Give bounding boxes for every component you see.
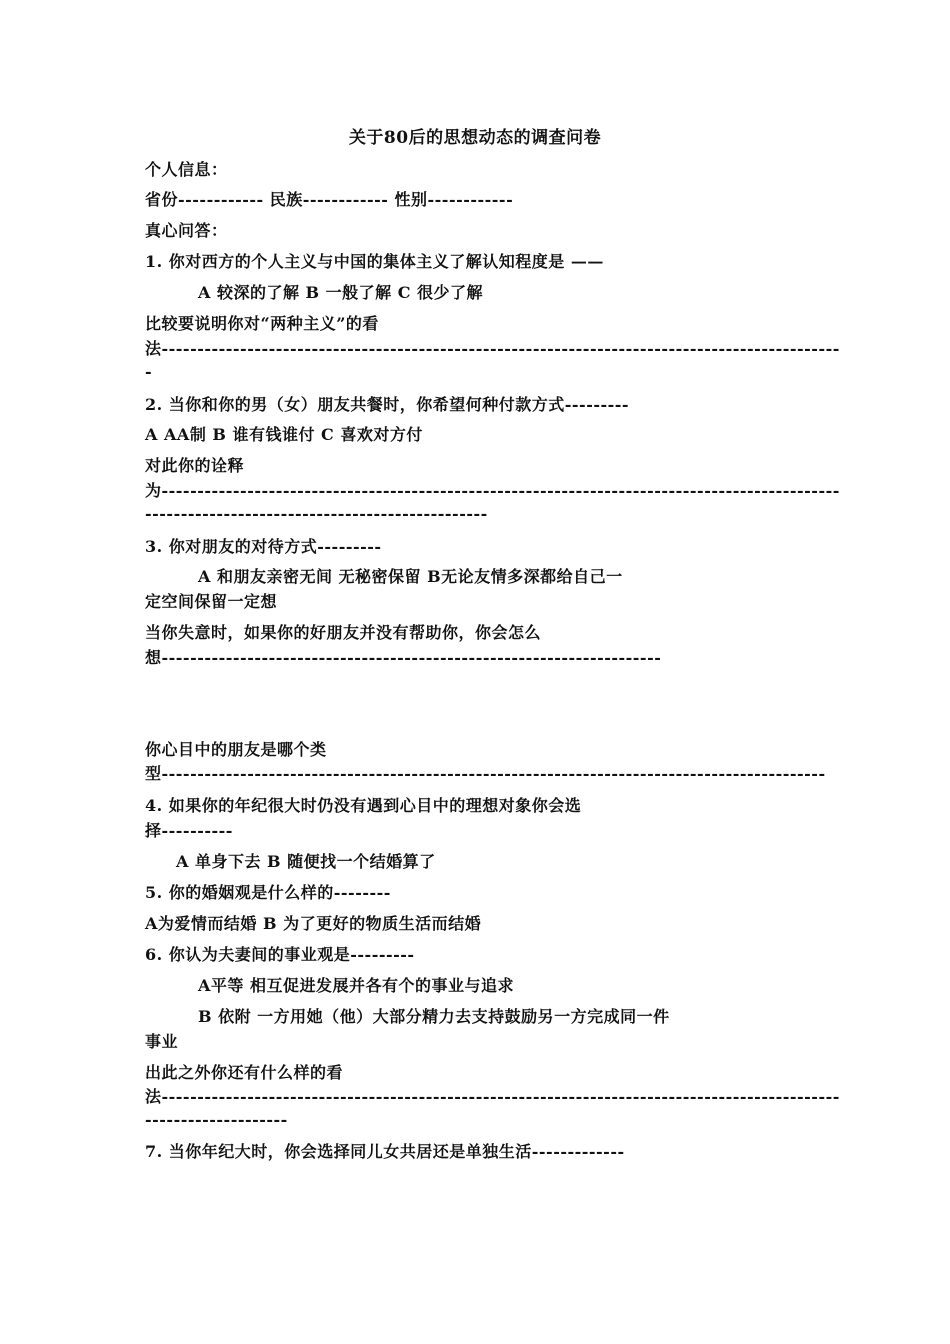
q6-question: 6. 你认为夫妻间的事业观是--------- bbox=[145, 945, 415, 964]
q4-options: A 单身下去 B 随便找一个结婚算了 bbox=[176, 852, 436, 871]
q6-option-a: A平等 相互促进发展并各有个的事业与追求 bbox=[198, 976, 514, 995]
q1-options: A 较深的了解 B 一般了解 C 很少了解 bbox=[198, 283, 484, 302]
q6-answer-line: 法----------------------------------------------------------------------------------------------- bbox=[145, 1087, 840, 1106]
q2-options: A AA制 B 谁有钱谁付 C 喜欢对方付 bbox=[145, 425, 423, 444]
questions-heading: 真心问答： bbox=[145, 221, 228, 240]
q6-option-b-cont: 事业 bbox=[145, 1032, 179, 1051]
q6-option-b: B 依附 一方用她（他）大部分精力去支持鼓励另一方完成同一件 bbox=[198, 1007, 670, 1026]
q2-prompt: 对此你的诠释 bbox=[145, 456, 245, 475]
personal-info-fields: 省份------------ 民族------------ 性别------------ bbox=[145, 190, 514, 209]
q2-answer-line-cont: ------------------------------------------------ bbox=[145, 504, 488, 523]
q1-prompt: 比较要说明你对“两种主义”的看 bbox=[145, 314, 379, 333]
q3-option-a: A 和朋友亲密无间 无秘密保留 B无论友情多深都给自己一 bbox=[198, 567, 623, 586]
q2-question: 2. 当你和你的男（女）朋友共餐时，你希望何种付款方式--------- bbox=[145, 395, 630, 414]
page-title: 关于80后的思想动态的调查问卷 bbox=[348, 128, 602, 148]
q5-question: 5. 你的婚姻观是什么样的-------- bbox=[145, 883, 391, 902]
q3-option-a-cont: 定空间保留一定想 bbox=[145, 592, 278, 611]
q5-options: A为爱情而结婚 B 为了更好的物质生活而结婚 bbox=[145, 914, 482, 933]
friend-type-prompt: 你心目中的朋友是哪个类 bbox=[145, 740, 327, 759]
q3-prompt: 当你失意时，如果你的好朋友并没有帮助你，你会怎么 bbox=[145, 623, 542, 642]
q3-answer-line: 想---------------------------------------------------------------------- bbox=[145, 648, 662, 667]
personal-info-heading: 个人信息： bbox=[145, 160, 228, 179]
q1-answer-line-cont: - bbox=[145, 362, 153, 381]
q6-answer-line-cont: -------------------- bbox=[145, 1110, 288, 1129]
q7-question: 7. 当你年纪大时，你会选择同儿女共居还是单独生活------------- bbox=[145, 1142, 625, 1161]
q1-question: 1. 你对西方的个人主义与中国的集体主义了解认知程度是 —— bbox=[145, 252, 604, 271]
q4-question: 4. 如果你的年纪很大时仍没有遇到心目中的理想对象你会选 bbox=[145, 796, 582, 815]
q3-question: 3. 你对朋友的对待方式--------- bbox=[145, 537, 382, 556]
friend-type-answer-line: 型--------------------------------------------------------------------------------------------- bbox=[145, 764, 826, 783]
q4-answer-line: 择---------- bbox=[145, 821, 233, 840]
q6-prompt: 出此之外你还有什么样的看 bbox=[145, 1063, 344, 1082]
q1-answer-line: 法----------------------------------------------------------------------------------------------- bbox=[145, 339, 840, 358]
q2-answer-line: 为----------------------------------------------------------------------------------------------- bbox=[145, 481, 840, 500]
